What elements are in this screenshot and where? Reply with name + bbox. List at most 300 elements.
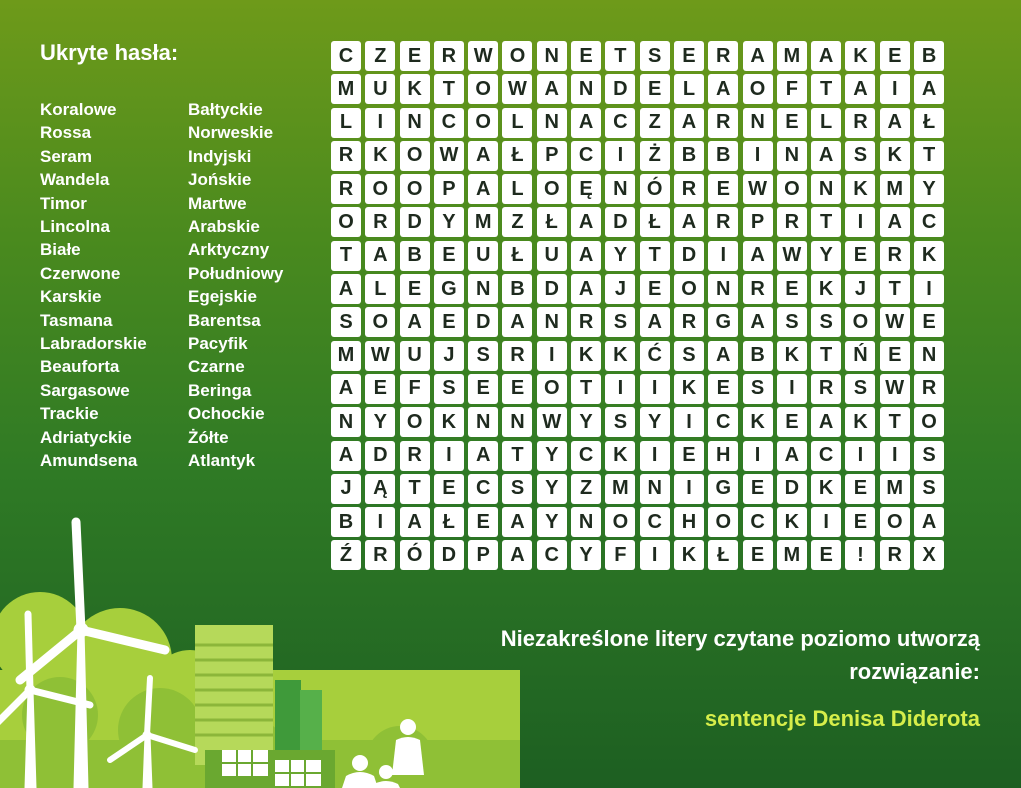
grid-letter-cell[interactable]: I xyxy=(880,441,910,471)
grid-letter-cell[interactable]: E xyxy=(400,274,430,304)
grid-letter-cell[interactable]: S xyxy=(845,141,875,171)
grid-letter-cell[interactable]: A xyxy=(880,108,910,138)
grid-letter-cell[interactable]: Y xyxy=(365,407,395,437)
grid-letter-cell[interactable]: E xyxy=(434,241,464,271)
grid-letter-cell[interactable]: T xyxy=(502,441,532,471)
grid-letter-cell[interactable]: K xyxy=(434,407,464,437)
grid-letter-cell[interactable]: Y xyxy=(571,540,601,570)
grid-letter-cell[interactable]: K xyxy=(365,141,395,171)
grid-letter-cell[interactable]: E xyxy=(468,507,498,537)
grid-letter-cell[interactable]: O xyxy=(914,407,944,437)
grid-letter-cell[interactable]: E xyxy=(365,374,395,404)
grid-letter-cell[interactable]: N xyxy=(537,307,567,337)
grid-letter-cell[interactable]: R xyxy=(365,207,395,237)
grid-letter-cell[interactable]: O xyxy=(605,507,635,537)
grid-letter-cell[interactable]: A xyxy=(502,307,532,337)
grid-letter-cell[interactable]: F xyxy=(400,374,430,404)
grid-letter-cell[interactable]: S xyxy=(914,474,944,504)
grid-letter-cell[interactable]: T xyxy=(811,341,841,371)
grid-letter-cell[interactable]: S xyxy=(468,341,498,371)
grid-letter-cell[interactable]: A xyxy=(743,307,773,337)
grid-letter-cell[interactable]: D xyxy=(468,307,498,337)
grid-letter-cell[interactable]: E xyxy=(845,507,875,537)
hidden-word: Beringa xyxy=(188,380,252,400)
grid-letter-cell[interactable]: N xyxy=(571,74,601,104)
grid-letter-cell[interactable]: K xyxy=(811,474,841,504)
grid-letter-cell[interactable]: R xyxy=(571,307,601,337)
grid-letter-cell[interactable]: M xyxy=(777,540,807,570)
grid-letter-cell[interactable]: Ó xyxy=(640,174,670,204)
grid-letter-cell[interactable]: O xyxy=(537,374,567,404)
grid-letter-cell[interactable]: D xyxy=(537,274,567,304)
grid-letter-cell[interactable]: K xyxy=(777,341,807,371)
grid-letter-cell[interactable]: K xyxy=(845,174,875,204)
grid-letter-cell[interactable]: W xyxy=(537,407,567,437)
grid-letter-cell[interactable]: E xyxy=(708,374,738,404)
grid-letter-cell[interactable]: K xyxy=(777,507,807,537)
grid-letter-cell[interactable]: A xyxy=(708,74,738,104)
grid-letter-cell[interactable]: N xyxy=(743,108,773,138)
grid-letter-cell[interactable]: I xyxy=(914,274,944,304)
grid-letter-cell[interactable]: R xyxy=(777,207,807,237)
grid-letter-cell[interactable]: D xyxy=(400,207,430,237)
grid-letter-cell[interactable]: U xyxy=(400,341,430,371)
grid-letter-cell[interactable]: A xyxy=(400,507,430,537)
grid-letter-cell[interactable]: S xyxy=(777,307,807,337)
grid-letter-cell[interactable]: E xyxy=(880,341,910,371)
grid-letter-cell[interactable]: S xyxy=(605,407,635,437)
grid-letter-cell[interactable]: O xyxy=(777,174,807,204)
grid-letter-cell[interactable]: N xyxy=(502,407,532,437)
grid-letter-cell[interactable]: A xyxy=(811,41,841,71)
grid-letter-cell[interactable]: N xyxy=(640,474,670,504)
grid-letter-cell[interactable]: A xyxy=(914,507,944,537)
grid-letter-cell[interactable]: T xyxy=(811,207,841,237)
grid-letter-cell[interactable]: E xyxy=(845,241,875,271)
grid-letter-cell[interactable]: Y xyxy=(537,474,567,504)
grid-letter-cell[interactable]: O xyxy=(537,174,567,204)
grid-letter-cell[interactable]: M xyxy=(331,341,361,371)
grid-letter-cell[interactable]: O xyxy=(708,507,738,537)
grid-letter-cell[interactable]: T xyxy=(331,241,361,271)
grid-letter-cell[interactable]: A xyxy=(571,207,601,237)
grid-letter-cell[interactable]: A xyxy=(502,507,532,537)
grid-letter-cell[interactable]: T xyxy=(811,74,841,104)
grid-letter-cell[interactable]: I xyxy=(674,474,704,504)
grid-letter-cell[interactable]: S xyxy=(502,474,532,504)
grid-letter-cell[interactable]: S xyxy=(845,374,875,404)
grid-letter-cell[interactable]: C xyxy=(537,540,567,570)
grid-letter-cell[interactable]: I xyxy=(743,141,773,171)
grid-letter-cell[interactable]: S xyxy=(640,41,670,71)
grid-letter-cell[interactable]: P xyxy=(537,141,567,171)
grid-letter-cell[interactable]: A xyxy=(571,274,601,304)
grid-letter-cell[interactable]: N xyxy=(914,341,944,371)
grid-letter-cell[interactable]: E xyxy=(708,174,738,204)
grid-letter-cell[interactable]: O xyxy=(845,307,875,337)
grid-letter-cell[interactable]: O xyxy=(502,41,532,71)
grid-letter-cell[interactable]: R xyxy=(845,108,875,138)
grid-letter-cell[interactable]: T xyxy=(400,474,430,504)
grid-letter-cell[interactable]: U xyxy=(468,241,498,271)
grid-letter-cell[interactable]: K xyxy=(674,540,704,570)
grid-letter-cell[interactable]: E xyxy=(743,474,773,504)
grid-letter-cell[interactable]: T xyxy=(914,141,944,171)
grid-letter-cell[interactable]: W xyxy=(777,241,807,271)
grid-letter-cell[interactable]: C xyxy=(640,507,670,537)
grid-letter-cell[interactable]: I xyxy=(743,441,773,471)
grid-letter-cell[interactable]: L xyxy=(811,108,841,138)
grid-letter-cell[interactable]: N xyxy=(571,507,601,537)
grid-letter-cell[interactable]: I xyxy=(605,141,635,171)
grid-letter-cell[interactable]: M xyxy=(605,474,635,504)
grid-letter-cell[interactable]: I xyxy=(708,241,738,271)
grid-letter-cell[interactable]: Y xyxy=(571,407,601,437)
grid-letter-cell[interactable]: R xyxy=(743,274,773,304)
grid-letter-cell[interactable]: B xyxy=(743,341,773,371)
grid-letter-cell[interactable]: T xyxy=(640,241,670,271)
grid-letter-cell[interactable]: I xyxy=(880,74,910,104)
grid-letter-cell[interactable]: D xyxy=(365,441,395,471)
grid-letter-cell[interactable]: Ł xyxy=(502,241,532,271)
grid-letter-cell[interactable]: N xyxy=(537,41,567,71)
grid-letter-cell[interactable]: Ó xyxy=(400,540,430,570)
grid-letter-cell[interactable]: B xyxy=(502,274,532,304)
grid-letter-cell[interactable]: O xyxy=(365,174,395,204)
grid-letter-cell[interactable]: D xyxy=(605,207,635,237)
grid-letter-cell[interactable]: W xyxy=(434,141,464,171)
grid-letter-cell[interactable]: B xyxy=(400,241,430,271)
grid-letter-cell[interactable]: Y xyxy=(914,174,944,204)
grid-letter-cell[interactable]: T xyxy=(880,274,910,304)
grid-letter-cell[interactable]: E xyxy=(880,41,910,71)
grid-letter-cell[interactable]: Y xyxy=(537,507,567,537)
grid-letter-cell[interactable]: M xyxy=(777,41,807,71)
grid-letter-cell[interactable]: H xyxy=(674,507,704,537)
grid-letter-cell[interactable]: S xyxy=(743,374,773,404)
grid-letter-cell[interactable]: R xyxy=(880,241,910,271)
grid-letter-cell[interactable]: I xyxy=(640,540,670,570)
grid-letter-cell[interactable]: I xyxy=(605,374,635,404)
grid-letter-cell[interactable]: R xyxy=(674,307,704,337)
grid-letter-cell[interactable]: A xyxy=(331,441,361,471)
grid-letter-cell[interactable]: T xyxy=(880,407,910,437)
grid-letter-cell[interactable]: I xyxy=(777,374,807,404)
grid-letter-cell[interactable]: A xyxy=(331,274,361,304)
grid-letter-cell[interactable]: C xyxy=(605,108,635,138)
grid-letter-cell[interactable]: K xyxy=(845,407,875,437)
grid-letter-cell[interactable]: O xyxy=(365,307,395,337)
grid-letter-cell[interactable]: Z xyxy=(640,108,670,138)
grid-letter-cell[interactable]: N xyxy=(777,141,807,171)
grid-letter-cell[interactable]: O xyxy=(400,174,430,204)
grid-letter-cell[interactable]: Z xyxy=(502,207,532,237)
grid-letter-cell[interactable]: I xyxy=(537,341,567,371)
grid-letter-cell[interactable]: I xyxy=(674,407,704,437)
grid-letter-cell[interactable]: E xyxy=(777,274,807,304)
grid-letter-cell[interactable]: W xyxy=(743,174,773,204)
grid-letter-cell[interactable]: R xyxy=(331,174,361,204)
grid-letter-cell[interactable]: R xyxy=(914,374,944,404)
grid-letter-cell[interactable]: Ł xyxy=(434,507,464,537)
grid-letter-cell[interactable]: E xyxy=(743,540,773,570)
grid-letter-cell[interactable]: Y xyxy=(640,407,670,437)
grid-letter-cell[interactable]: T xyxy=(605,41,635,71)
grid-letter-cell[interactable]: I xyxy=(811,507,841,537)
grid-letter-cell[interactable]: D xyxy=(777,474,807,504)
grid-letter-cell[interactable]: A xyxy=(674,207,704,237)
grid-letter-cell[interactable]: C xyxy=(743,507,773,537)
grid-letter-cell[interactable]: N xyxy=(468,407,498,437)
grid-letter-cell[interactable]: D xyxy=(674,241,704,271)
grid-letter-cell[interactable]: Ł xyxy=(708,540,738,570)
grid-letter-cell[interactable]: K xyxy=(845,41,875,71)
grid-letter-cell[interactable]: N xyxy=(400,108,430,138)
grid-letter-cell[interactable]: A xyxy=(468,174,498,204)
grid-letter-cell[interactable]: A xyxy=(502,540,532,570)
grid-letter-cell[interactable]: N xyxy=(468,274,498,304)
grid-letter-cell[interactable]: R xyxy=(811,374,841,404)
grid-letter-cell[interactable]: R xyxy=(708,41,738,71)
grid-letter-cell[interactable]: E xyxy=(502,374,532,404)
grid-letter-cell[interactable]: A xyxy=(708,341,738,371)
grid-letter-cell[interactable]: K xyxy=(400,74,430,104)
grid-letter-cell[interactable]: C xyxy=(571,441,601,471)
hidden-word: Bałtyckie xyxy=(188,100,263,119)
grid-letter-cell[interactable]: P xyxy=(434,174,464,204)
grid-letter-cell[interactable]: A xyxy=(880,207,910,237)
grid-letter-cell[interactable]: W xyxy=(365,341,395,371)
grid-letter-cell[interactable]: N xyxy=(708,274,738,304)
grid-letter-cell[interactable]: Y xyxy=(537,441,567,471)
grid-letter-cell[interactable]: N xyxy=(537,108,567,138)
grid-letter-cell[interactable]: A xyxy=(777,441,807,471)
grid-letter-cell[interactable]: O xyxy=(400,407,430,437)
grid-letter-cell[interactable]: T xyxy=(434,74,464,104)
grid-letter-cell[interactable]: B xyxy=(674,141,704,171)
grid-letter-cell[interactable]: E xyxy=(434,474,464,504)
grid-letter-cell[interactable]: C xyxy=(571,141,601,171)
grid-letter-cell[interactable]: I xyxy=(845,207,875,237)
grid-letter-cell[interactable]: C xyxy=(811,441,841,471)
grid-letter-cell[interactable]: I xyxy=(434,441,464,471)
grid-letter-cell[interactable]: L xyxy=(365,274,395,304)
grid-letter-cell[interactable]: E xyxy=(674,441,704,471)
grid-letter-cell[interactable]: ! xyxy=(845,540,875,570)
grid-letter-cell[interactable]: Y xyxy=(434,207,464,237)
grid-letter-cell[interactable]: D xyxy=(434,540,464,570)
grid-letter-cell[interactable]: P xyxy=(743,207,773,237)
grid-letter-cell[interactable]: S xyxy=(434,374,464,404)
grid-letter-cell[interactable]: Ą xyxy=(365,474,395,504)
grid-letter-cell[interactable]: B xyxy=(708,141,738,171)
grid-letter-cell[interactable]: U xyxy=(365,74,395,104)
grid-letter-cell[interactable]: S xyxy=(811,307,841,337)
grid-letter-cell[interactable]: R xyxy=(502,341,532,371)
grid-letter-cell[interactable]: L xyxy=(674,74,704,104)
grid-letter-cell[interactable]: J xyxy=(845,274,875,304)
grid-letter-cell[interactable]: K xyxy=(605,341,635,371)
grid-letter-cell[interactable]: S xyxy=(674,341,704,371)
grid-letter-cell[interactable]: Ź xyxy=(331,540,361,570)
grid-letter-cell[interactable]: C xyxy=(468,474,498,504)
grid-letter-cell[interactable]: J xyxy=(434,341,464,371)
grid-letter-cell[interactable]: T xyxy=(571,374,601,404)
grid-letter-cell[interactable]: A xyxy=(571,108,601,138)
grid-letter-cell[interactable]: C xyxy=(914,207,944,237)
grid-letter-cell[interactable]: A xyxy=(743,41,773,71)
grid-letter-cell[interactable]: U xyxy=(537,241,567,271)
grid-letter-cell[interactable]: E xyxy=(468,374,498,404)
grid-letter-cell[interactable]: M xyxy=(331,74,361,104)
grid-letter-cell[interactable]: A xyxy=(400,307,430,337)
grid-letter-cell[interactable]: M xyxy=(468,207,498,237)
grid-letter-cell[interactable]: C xyxy=(708,407,738,437)
grid-letter-cell[interactable]: E xyxy=(845,474,875,504)
grid-letter-cell[interactable]: R xyxy=(880,540,910,570)
grid-letter-cell[interactable]: K xyxy=(571,341,601,371)
grid-letter-cell[interactable]: K xyxy=(811,274,841,304)
grid-letter-cell[interactable]: E xyxy=(777,407,807,437)
grid-letter-cell[interactable]: Ł xyxy=(537,207,567,237)
grid-letter-cell[interactable]: I xyxy=(365,507,395,537)
grid-letter-cell[interactable]: A xyxy=(640,307,670,337)
grid-letter-cell[interactable]: N xyxy=(331,407,361,437)
grid-letter-cell[interactable]: G xyxy=(708,474,738,504)
grid-letter-cell[interactable]: S xyxy=(605,307,635,337)
grid-letter-cell[interactable]: E xyxy=(914,307,944,337)
hidden-word: Barentsa xyxy=(188,310,261,330)
grid-letter-cell[interactable]: L xyxy=(502,174,532,204)
hidden-word: Adriatyckie xyxy=(40,427,132,447)
grid-letter-cell[interactable]: Ł xyxy=(502,141,532,171)
grid-letter-cell[interactable]: F xyxy=(777,74,807,104)
grid-letter-cell[interactable]: O xyxy=(743,74,773,104)
grid-letter-cell[interactable]: R xyxy=(708,108,738,138)
grid-letter-cell[interactable]: A xyxy=(468,441,498,471)
grid-letter-cell[interactable]: K xyxy=(880,141,910,171)
grid-letter-cell[interactable]: E xyxy=(777,108,807,138)
grid-letter-cell[interactable]: I xyxy=(845,441,875,471)
grid-letter-cell[interactable]: G xyxy=(708,307,738,337)
hidden-word: Tasmana xyxy=(40,310,113,330)
grid-letter-cell[interactable]: Z xyxy=(571,474,601,504)
grid-letter-cell[interactable]: J xyxy=(605,274,635,304)
word-list-column-1 xyxy=(40,98,147,473)
grid-letter-cell[interactable]: R xyxy=(400,441,430,471)
grid-letter-cell[interactable]: I xyxy=(365,108,395,138)
grid-letter-cell[interactable]: M xyxy=(880,474,910,504)
grid-letter-cell[interactable]: Ć xyxy=(640,341,670,371)
grid-letter-cell[interactable]: A xyxy=(365,241,395,271)
grid-letter-cell[interactable]: W xyxy=(502,74,532,104)
grid-letter-cell[interactable]: N xyxy=(605,174,635,204)
grid-letter-cell[interactable]: O xyxy=(880,507,910,537)
grid-letter-cell[interactable]: Ż xyxy=(640,141,670,171)
hidden-word: Sargasowe xyxy=(40,380,130,400)
grid-letter-cell[interactable]: I xyxy=(640,374,670,404)
grid-letter-cell[interactable]: E xyxy=(811,540,841,570)
hidden-word: Lincolna xyxy=(40,217,110,237)
solution-instructions: Niezakreślone litery czytane poziomo utworzą rozwiązanie: xyxy=(500,626,980,684)
grid-letter-cell[interactable]: O xyxy=(468,108,498,138)
grid-letter-cell[interactable]: E xyxy=(640,74,670,104)
grid-letter-cell[interactable]: R xyxy=(708,207,738,237)
grid-letter-cell[interactable]: E xyxy=(571,41,601,71)
grid-letter-cell[interactable]: W xyxy=(880,374,910,404)
grid-letter-cell[interactable]: Ł xyxy=(914,108,944,138)
grid-letter-cell[interactable]: C xyxy=(434,108,464,138)
grid-letter-cell[interactable]: W xyxy=(468,41,498,71)
grid-letter-cell[interactable]: J xyxy=(331,474,361,504)
grid-letter-cell[interactable]: N xyxy=(811,174,841,204)
grid-letter-cell[interactable]: Ę xyxy=(571,174,601,204)
grid-letter-cell[interactable]: L xyxy=(502,108,532,138)
grid-letter-cell[interactable]: G xyxy=(434,274,464,304)
grid-letter-cell[interactable]: S xyxy=(914,441,944,471)
grid-letter-cell[interactable]: K xyxy=(674,374,704,404)
grid-letter-cell[interactable]: K xyxy=(605,441,635,471)
grid-letter-cell[interactable]: R xyxy=(365,540,395,570)
grid-letter-cell[interactable]: E xyxy=(434,307,464,337)
grid-letter-cell[interactable]: R xyxy=(434,41,464,71)
grid-letter-cell[interactable]: Ł xyxy=(640,207,670,237)
grid-letter-cell[interactable]: K xyxy=(743,407,773,437)
grid-letter-cell[interactable]: F xyxy=(605,540,635,570)
grid-letter-cell[interactable]: D xyxy=(605,74,635,104)
grid-letter-cell[interactable]: Y xyxy=(605,241,635,271)
grid-letter-cell[interactable]: O xyxy=(331,207,361,237)
grid-letter-cell[interactable]: B xyxy=(331,507,361,537)
grid-letter-cell[interactable]: A xyxy=(811,141,841,171)
grid-letter-cell[interactable]: O xyxy=(468,74,498,104)
grid-letter-cell[interactable]: S xyxy=(331,307,361,337)
grid-letter-cell[interactable]: C xyxy=(331,41,361,71)
grid-letter-cell[interactable]: L xyxy=(331,108,361,138)
grid-letter-cell[interactable]: M xyxy=(880,174,910,204)
grid-letter-cell[interactable]: I xyxy=(640,441,670,471)
grid-letter-cell[interactable]: W xyxy=(880,307,910,337)
grid-letter-cell[interactable]: E xyxy=(640,274,670,304)
grid-letter-cell[interactable]: B xyxy=(914,41,944,71)
grid-letter-cell[interactable]: A xyxy=(468,141,498,171)
grid-letter-cell[interactable]: A xyxy=(537,74,567,104)
grid-letter-cell[interactable]: R xyxy=(331,141,361,171)
hidden-word: Wandela xyxy=(40,170,110,190)
grid-letter-cell[interactable]: E xyxy=(674,41,704,71)
grid-letter-cell[interactable]: R xyxy=(674,174,704,204)
grid-letter-cell[interactable]: A xyxy=(674,108,704,138)
hidden-word: Czerwone xyxy=(40,263,121,283)
grid-letter-cell[interactable]: A xyxy=(743,241,773,271)
grid-letter-cell[interactable]: A xyxy=(811,407,841,437)
grid-letter-cell[interactable]: O xyxy=(674,274,704,304)
grid-letter-cell[interactable]: Y xyxy=(811,241,841,271)
grid-letter-cell[interactable]: Z xyxy=(365,41,395,71)
hidden-word: Żółte xyxy=(188,427,229,447)
grid-letter-cell[interactable]: K xyxy=(914,241,944,271)
grid-letter-cell[interactable]: H xyxy=(708,441,738,471)
grid-letter-cell[interactable]: Ń xyxy=(845,341,875,371)
grid-letter-cell[interactable]: P xyxy=(468,540,498,570)
grid-letter-cell[interactable]: A xyxy=(571,241,601,271)
grid-letter-cell[interactable]: A xyxy=(845,74,875,104)
grid-letter-cell[interactable]: X xyxy=(914,540,944,570)
grid-letter-cell[interactable]: A xyxy=(914,74,944,104)
grid-letter-cell[interactable]: O xyxy=(400,141,430,171)
grid-letter-cell[interactable]: E xyxy=(400,41,430,71)
grid-letter-cell[interactable]: A xyxy=(331,374,361,404)
